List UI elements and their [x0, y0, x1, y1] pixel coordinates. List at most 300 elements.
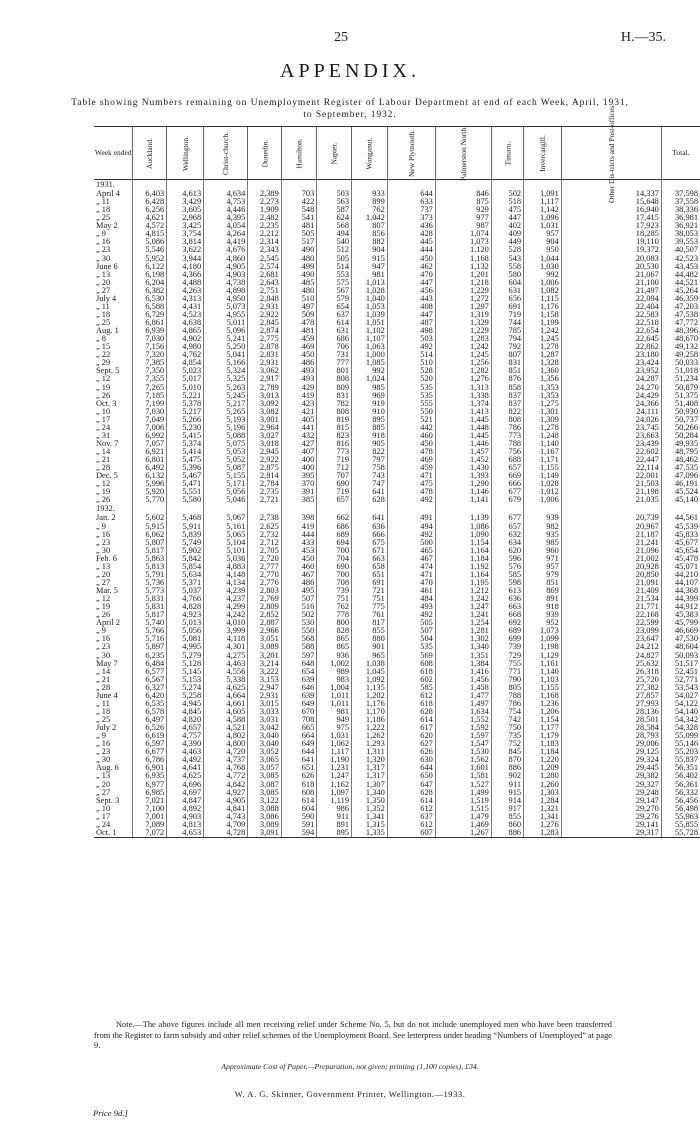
value-cell: 20,083 — [561, 255, 661, 263]
value-cell: 690 — [317, 563, 352, 571]
value-cell: 1,301 — [524, 408, 562, 416]
value-cell: 987 — [435, 222, 491, 230]
value-cell: 460 — [281, 563, 317, 571]
value-cell: 2,922 — [248, 456, 282, 464]
value-cell: 24,270 — [561, 384, 661, 392]
value-cell: 634 — [491, 539, 523, 547]
value-cell: 4,492 — [167, 756, 204, 764]
value-cell: 428 — [387, 230, 435, 238]
value-cell: 686 — [317, 523, 352, 531]
table-row — [94, 676, 700, 684]
value-cell: 6,597 — [133, 740, 167, 748]
value-cell: 4,419 — [204, 238, 248, 246]
column-header: Wanganui. — [352, 127, 388, 180]
value-cell: 1,011 — [317, 700, 352, 708]
value-cell: 2,968 — [167, 214, 204, 222]
value-cell: 1,139 — [435, 514, 491, 522]
value-cell: 6,204 — [133, 279, 167, 287]
value-cell: 649 — [281, 700, 317, 708]
value-cell: 48,396 — [661, 327, 700, 335]
value-cell: 1,247 — [317, 772, 352, 780]
value-cell: 658 — [352, 563, 388, 571]
value-cell: 612 — [387, 805, 435, 813]
value-cell: 3,013 — [248, 392, 282, 400]
value-cell: 4,743 — [204, 813, 248, 821]
value-cell: 604 — [281, 805, 317, 813]
table-row — [94, 668, 700, 676]
page-number: 25 — [334, 30, 348, 45]
column-header: Week ended — [94, 127, 133, 180]
value-cell — [204, 504, 248, 514]
value-cell: 5,766 — [133, 627, 167, 635]
value-cell: 636 — [352, 523, 388, 531]
value-cell: 939 — [524, 611, 562, 619]
value-cell: 4,980 — [167, 343, 204, 351]
value-cell: 756 — [491, 448, 523, 456]
value-cell: 4,772 — [204, 772, 248, 780]
week-cell: „ 29 — [96, 359, 111, 368]
value-cell: 1,051 — [352, 319, 388, 327]
value-cell: 639 — [281, 676, 317, 684]
value-cell: 467 — [387, 555, 435, 563]
week-cell: „ 8 — [96, 335, 106, 344]
value-cell: 5,056 — [204, 488, 248, 496]
value-cell: 851 — [524, 579, 562, 587]
value-cell: 5,854 — [167, 563, 204, 571]
value-cell: 721 — [352, 587, 388, 595]
value-cell: 4,927 — [204, 789, 248, 797]
value-cell: 585 — [387, 684, 435, 692]
column-header: Hamilton. — [281, 127, 317, 180]
value-cell — [317, 180, 352, 191]
value-cell: 590 — [281, 813, 317, 821]
value-cell: 4,613 — [167, 190, 204, 198]
value-cell: 4,010 — [204, 619, 248, 627]
week-cell: „ 26 — [96, 611, 111, 620]
value-cell: 1,260 — [524, 781, 562, 789]
value-cell: 817 — [352, 619, 388, 627]
value-cell: 5,013 — [167, 619, 204, 627]
value-cell: 20,530 — [561, 263, 661, 271]
value-cell: 1,452 — [435, 456, 491, 464]
value-cell: 936 — [317, 652, 352, 660]
value-cell: 530 — [281, 619, 317, 627]
value-cell: 2,887 — [248, 619, 282, 627]
value-cell: 1,031 — [524, 222, 562, 230]
value-cell: 2,343 — [248, 246, 282, 254]
week-cell: „ 16 — [96, 740, 111, 749]
value-cell: 486 — [281, 359, 317, 367]
value-cell: 644 — [281, 748, 317, 756]
value-cell: 663 — [491, 603, 523, 611]
value-cell: 1,039 — [352, 311, 388, 319]
value-cell: 4,488 — [167, 279, 204, 287]
value-cell: 422 — [281, 198, 317, 206]
value-cell: 743 — [352, 472, 388, 480]
value-cell: 4,766 — [167, 595, 204, 603]
value-cell: 602 — [387, 676, 435, 684]
week-cell: April 4 — [96, 190, 120, 198]
value-cell: 5,230 — [167, 424, 204, 432]
value-cell: 1,161 — [524, 660, 562, 668]
value-cell: 2,712 — [248, 539, 282, 547]
value-cell: 486 — [281, 579, 317, 587]
week-cell: „ 23 — [96, 748, 111, 757]
value-cell: 1,340 — [435, 643, 491, 651]
value-cell: 558 — [491, 263, 523, 271]
value-cell: 6,382 — [133, 287, 167, 295]
value-cell: 1,090 — [435, 531, 491, 539]
value-cell: 1,141 — [435, 496, 491, 504]
value-cell: 518 — [491, 198, 523, 206]
value-cell: 706 — [317, 343, 352, 351]
value-cell: 641 — [352, 514, 388, 522]
table-row — [94, 539, 700, 547]
value-cell: 851 — [491, 367, 523, 375]
value-cell: 1,212 — [435, 587, 491, 595]
value-cell: 608 — [281, 789, 317, 797]
value-cell: 992 — [352, 367, 388, 375]
value-cell: 1,328 — [524, 359, 562, 367]
value-cell: 639 — [281, 692, 317, 700]
value-cell: 1,353 — [524, 392, 562, 400]
value-cell: 1,002 — [317, 660, 352, 668]
value-cell: 670 — [281, 708, 317, 716]
value-cell: 4,556 — [204, 668, 248, 676]
value-cell: 50,737 — [661, 416, 700, 424]
week-cell: Aug. 1 — [96, 327, 119, 336]
value-cell: 808 — [491, 416, 523, 424]
value-cell: 1,458 — [435, 684, 491, 692]
value-cell: 370 — [281, 480, 317, 488]
value-cell: 6,567 — [133, 676, 167, 684]
value-cell: 7,100 — [133, 805, 167, 813]
value-cell: 22,404 — [561, 303, 661, 311]
value-cell: 911 — [317, 813, 352, 821]
value-cell: 3,086 — [248, 813, 282, 821]
value-cell: 6,921 — [133, 448, 167, 456]
table-row — [94, 829, 700, 838]
value-cell: 25,632 — [561, 660, 661, 668]
value-cell: 22,168 — [561, 611, 661, 619]
value-cell: 712 — [317, 464, 352, 472]
value-cell: 447 — [491, 214, 523, 222]
value-cell: 5,217 — [204, 400, 248, 408]
value-cell: 1,552 — [435, 716, 491, 724]
value-cell: 5,065 — [204, 531, 248, 539]
value-cell: 480 — [281, 287, 317, 295]
value-cell: 4,237 — [204, 595, 248, 603]
week-cell: June 4 — [96, 691, 118, 700]
value-cell: 788 — [491, 440, 523, 448]
week-cell: „ 31 — [96, 431, 111, 440]
value-cell: 637 — [387, 813, 435, 821]
value-cell: 3,425 — [167, 222, 204, 230]
value-cell: 808 — [317, 375, 352, 383]
value-cell: 45,833 — [661, 531, 700, 539]
value-cell: 860 — [491, 821, 523, 829]
value-cell: 751 — [317, 595, 352, 603]
value-cell: 886 — [491, 829, 523, 838]
value-cell: 809 — [317, 384, 352, 392]
value-cell: 1,456 — [435, 676, 491, 684]
value-cell: 29,147 — [561, 797, 661, 805]
value-cell: 875 — [435, 198, 491, 206]
value-cell: 509 — [281, 311, 317, 319]
value-cell: 45,478 — [661, 555, 700, 563]
week-cell: „ 12 — [96, 480, 111, 489]
value-cell: 4,923 — [167, 611, 204, 619]
value-cell: 3,429 — [167, 198, 204, 206]
value-cell: 1,120 — [435, 246, 491, 254]
week-cell: „ 16 — [96, 238, 111, 247]
value-cell: 5,104 — [204, 539, 248, 547]
value-cell: 910 — [352, 408, 388, 416]
value-cell: 785 — [491, 327, 523, 335]
value-cell: 442 — [387, 424, 435, 432]
table-row — [94, 643, 700, 651]
value-cell: 490 — [281, 271, 317, 279]
table-row — [94, 375, 700, 383]
value-cell: 1,287 — [524, 351, 562, 359]
value-cell: 38,336 — [661, 206, 700, 214]
value-cell: 1,040 — [352, 295, 388, 303]
value-cell: 27,857 — [561, 692, 661, 700]
value-cell: 807 — [352, 222, 388, 230]
value-cell: 36,981 — [661, 214, 700, 222]
value-cell: 47,096 — [661, 472, 700, 480]
value-cell: 5,041 — [204, 351, 248, 359]
value-cell: 467 — [281, 571, 317, 579]
week-cell: „ 20 — [96, 780, 111, 789]
value-cell: 402 — [491, 222, 523, 230]
value-cell: 708 — [317, 579, 352, 587]
value-cell: 45,071 — [661, 563, 700, 571]
value-cell: 21,198 — [561, 488, 661, 496]
value-cell: 1,445 — [435, 416, 491, 424]
week-cell: „ 21 — [96, 675, 111, 684]
value-cell: 45,654 — [661, 547, 700, 555]
week-cell: July 4 — [96, 294, 117, 303]
week-cell: „ 22 — [96, 351, 111, 360]
value-cell: 5,920 — [133, 488, 167, 496]
value-cell: 3,089 — [248, 643, 282, 651]
value-cell: 614 — [387, 716, 435, 724]
value-cell: 21,241 — [561, 539, 661, 547]
week-cell: „ 30 — [96, 254, 111, 263]
value-cell: 1,272 — [435, 295, 491, 303]
value-cell: 22,599 — [561, 619, 661, 627]
value-cell: 2,721 — [248, 496, 282, 504]
week-cell: „ 18 — [96, 310, 111, 319]
value-cell: 3,214 — [248, 660, 282, 668]
value-cell: 4,638 — [167, 319, 204, 327]
value-cell: 461 — [387, 587, 435, 595]
column-header: Wellington. — [167, 127, 204, 180]
table-row — [94, 230, 700, 238]
week-cell: „ 16 — [96, 530, 111, 539]
value-cell: 775 — [352, 603, 388, 611]
value-cell: 5,791 — [133, 571, 167, 579]
value-cell: 459 — [387, 464, 435, 472]
value-cell: 700 — [317, 571, 352, 579]
value-cell: 28,793 — [561, 732, 661, 740]
table-row — [94, 740, 700, 748]
value-cell — [524, 504, 562, 514]
value-cell: 459 — [281, 335, 317, 343]
table-row — [94, 303, 700, 311]
value-cell: 598 — [491, 579, 523, 587]
value-cell: 4,865 — [167, 327, 204, 335]
week-cell: „ 21 — [96, 456, 111, 465]
value-cell: 790 — [491, 676, 523, 684]
value-cell: 650 — [387, 772, 435, 780]
value-cell: 44,107 — [661, 579, 700, 587]
value-cell: 771 — [491, 668, 523, 676]
table-row — [94, 456, 700, 464]
value-cell: 654 — [281, 668, 317, 676]
value-cell: 704 — [317, 555, 352, 563]
value-cell: 4,657 — [167, 724, 204, 732]
value-cell: 4,621 — [133, 214, 167, 222]
value-cell: 989 — [317, 668, 352, 676]
value-cell: 950 — [524, 246, 562, 254]
value-cell: 56,498 — [661, 805, 700, 813]
value-cell: 42,523 — [661, 255, 700, 263]
value-cell: 1,338 — [435, 392, 491, 400]
value-cell: 624 — [317, 214, 352, 222]
value-cell: 1,218 — [435, 279, 491, 287]
value-cell: 1,309 — [524, 416, 562, 424]
week-cell: 1931. — [96, 180, 115, 189]
value-cell: 5,324 — [204, 367, 248, 375]
cost-line: Approximate Cost of Paper.—Preparation, not given; printing (1,100 copies), £34. — [221, 1062, 479, 1071]
value-cell: 6,327 — [133, 684, 167, 692]
value-cell: 671 — [352, 547, 388, 555]
value-cell: 895 — [317, 829, 352, 838]
value-cell: 689 — [317, 531, 352, 539]
value-cell: 5,017 — [167, 375, 204, 383]
value-cell: 21,100 — [561, 279, 661, 287]
value-cell: 47,203 — [661, 303, 700, 311]
table-row — [94, 384, 700, 392]
table-row — [94, 619, 700, 627]
value-cell: 1,430 — [435, 464, 491, 472]
value-cell: 1,092 — [352, 676, 388, 684]
value-cell: 21,503 — [561, 480, 661, 488]
value-cell: 777 — [317, 359, 352, 367]
value-cell: 391 — [281, 488, 317, 496]
value-cell: 4,828 — [167, 603, 204, 611]
value-cell: 628 — [387, 708, 435, 716]
value-cell: 55,203 — [661, 748, 700, 756]
week-cell: „ 25 — [96, 716, 111, 724]
value-cell: 7,199 — [133, 400, 167, 408]
value-cell: 7,089 — [133, 821, 167, 829]
value-cell: 5,081 — [167, 635, 204, 643]
table-row — [94, 367, 700, 375]
value-cell: 904 — [352, 246, 388, 254]
value-cell: 846 — [435, 190, 491, 198]
value-cell: 1,254 — [435, 619, 491, 627]
table-row — [94, 335, 700, 343]
week-cell: „ 9 — [96, 732, 106, 741]
value-cell: 935 — [524, 531, 562, 539]
value-cell: 1,170 — [352, 708, 388, 716]
value-cell: 5,952 — [133, 255, 167, 263]
value-cell: 837 — [491, 400, 523, 408]
value-cell: 45,539 — [661, 523, 700, 531]
value-cell: 50,093 — [661, 652, 700, 660]
value-cell: 739 — [491, 643, 523, 651]
value-cell: 22,114 — [561, 464, 661, 472]
value-cell: 708 — [281, 716, 317, 724]
value-cell: 481 — [281, 327, 317, 335]
value-cell: 1,129 — [524, 652, 562, 660]
value-cell: 4,263 — [167, 287, 204, 295]
value-cell: 4,813 — [167, 821, 204, 829]
value-cell: 1,115 — [524, 295, 562, 303]
value-cell: 688 — [491, 456, 523, 464]
value-cell: 691 — [491, 303, 523, 311]
value-cell: 563 — [317, 198, 352, 206]
value-cell: 528 — [491, 246, 523, 254]
value-cell — [317, 504, 352, 514]
value-cell: 507 — [281, 595, 317, 603]
value-cell: 6,939 — [133, 327, 167, 335]
value-cell: 4,945 — [167, 700, 204, 708]
value-cell: 1,099 — [524, 635, 562, 643]
value-cell: 553 — [317, 271, 352, 279]
week-cell: „ 12 — [96, 595, 111, 604]
value-cell: 1,311 — [352, 748, 388, 756]
value-cell: 400 — [281, 464, 317, 472]
value-cell: 1,335 — [352, 829, 388, 838]
value-cell: 2,814 — [248, 472, 282, 480]
value-cell: 1,202 — [352, 692, 388, 700]
value-cell: 45,264 — [661, 287, 700, 295]
value-cell: 6,588 — [133, 303, 167, 311]
value-cell: 29,248 — [561, 789, 661, 797]
value-cell: 471 — [387, 472, 435, 480]
value-cell: 480 — [281, 255, 317, 263]
value-cell: 823 — [317, 432, 352, 440]
value-cell: 5,036 — [204, 555, 248, 563]
value-cell: 535 — [387, 384, 435, 392]
value-cell: 2,545 — [248, 255, 282, 263]
table-row — [94, 797, 700, 805]
table-row — [94, 708, 700, 716]
value-cell: 2,878 — [248, 343, 282, 351]
value-cell: 5,414 — [167, 448, 204, 456]
value-cell: 828 — [317, 627, 352, 635]
value-cell: 4,800 — [204, 740, 248, 748]
value-cell: 427 — [281, 440, 317, 448]
value-cell: 469 — [387, 456, 435, 464]
value-cell: 23,663 — [561, 432, 661, 440]
value-cell: 492 — [387, 496, 435, 504]
value-cell: 432 — [281, 432, 317, 440]
value-cell: 1,315 — [352, 821, 388, 829]
value-cell: 2,314 — [248, 238, 282, 246]
table-note: Note.—The above figures include all men receiving relief under Scheme No. 5, but do not include unemployed men who have been transferred from the Register to farm subsidy and other relief schemes of the Unemployment Board. See letterpress under heading “Numbers of Unemployed” at page 9. — [94, 1020, 612, 1050]
value-cell: 1,319 — [435, 311, 491, 319]
value-cell: 4,625 — [167, 772, 204, 780]
value-cell: 54,328 — [661, 724, 700, 732]
table-row — [94, 531, 700, 539]
value-cell: 636 — [491, 595, 523, 603]
value-cell: 981 — [317, 708, 352, 716]
